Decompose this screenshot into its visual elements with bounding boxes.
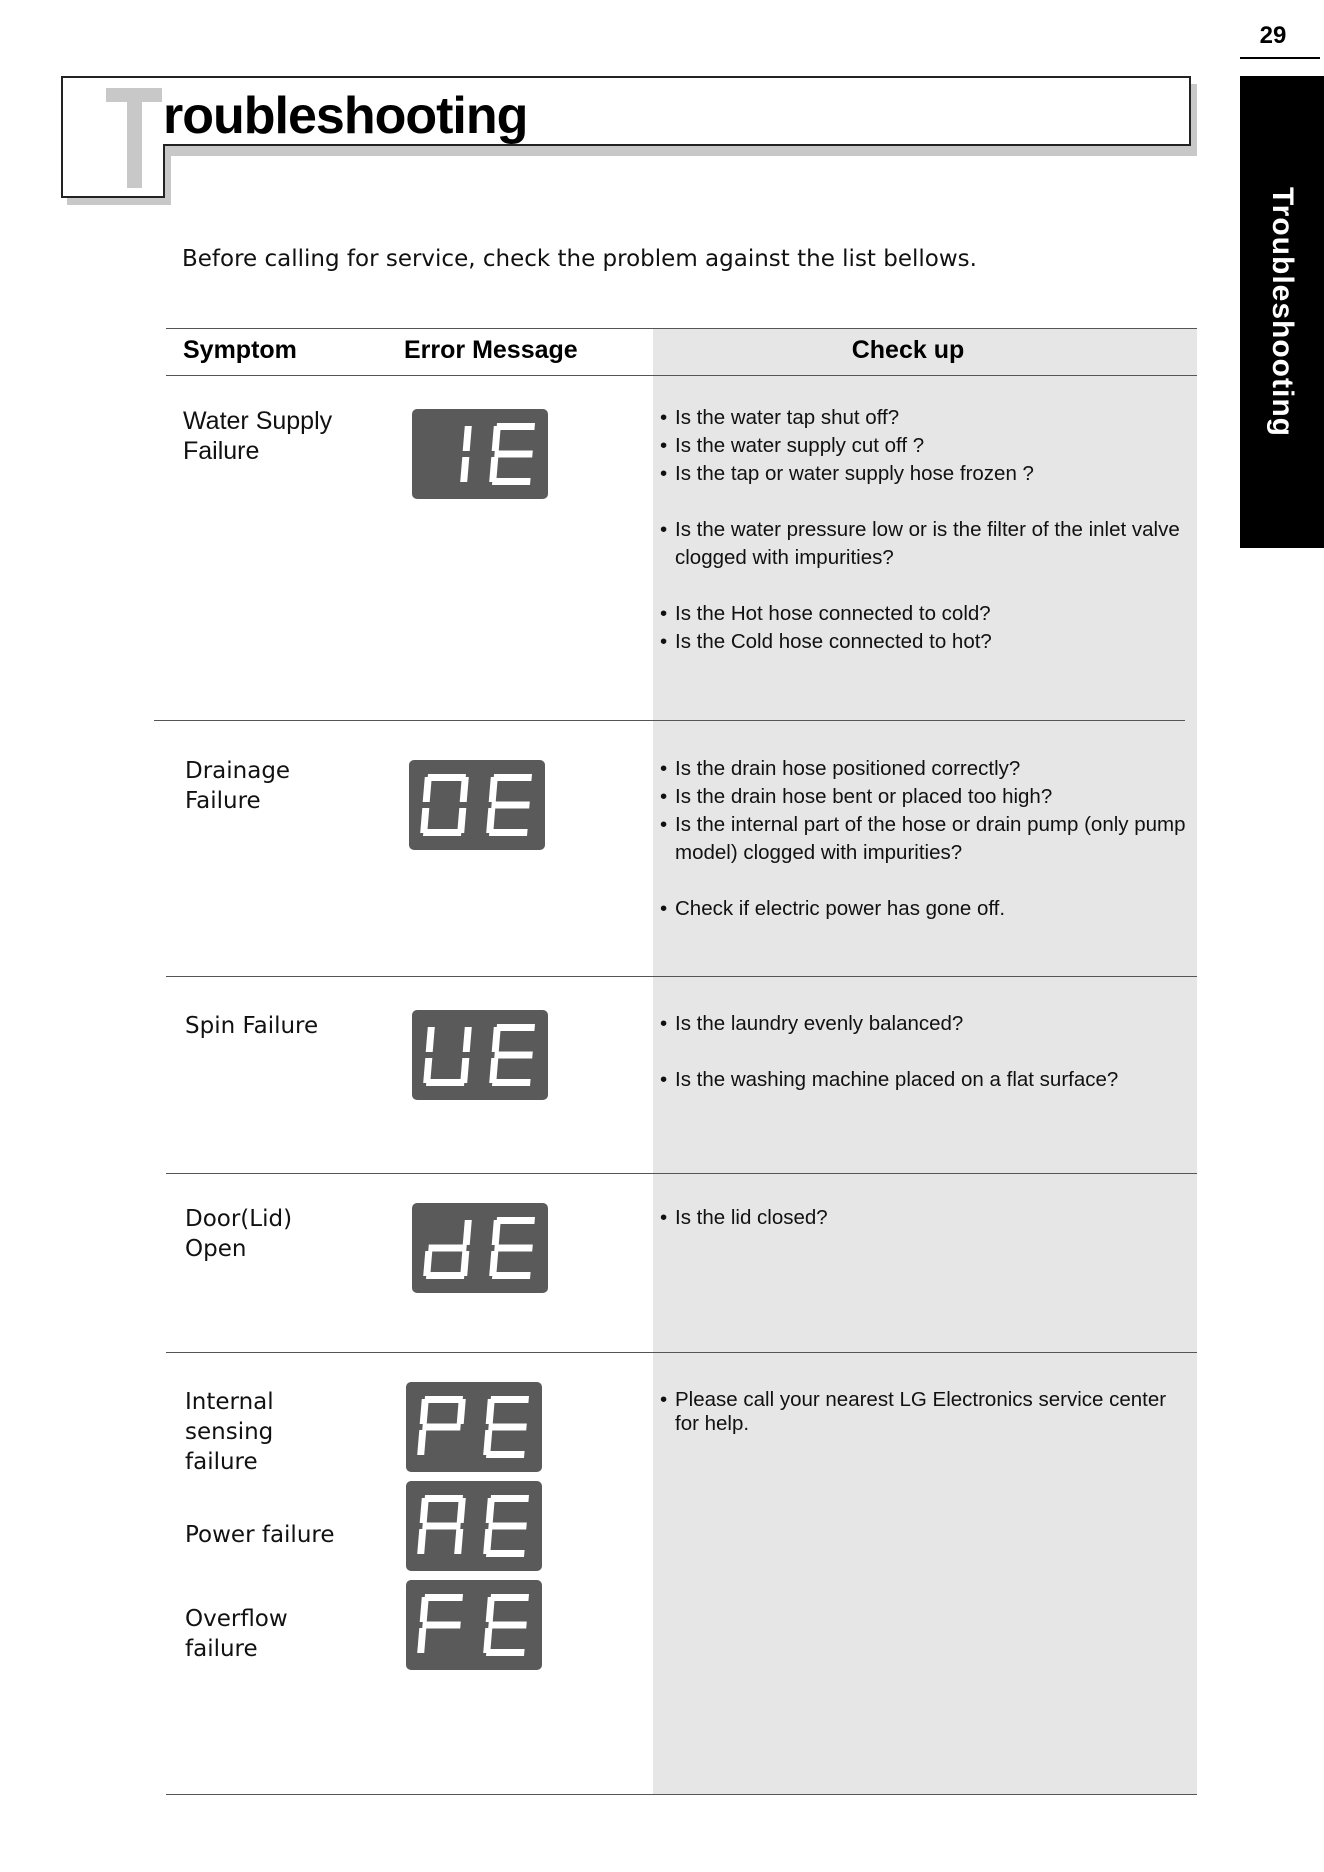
symptom-spin-failure: Spin Failure [185,1013,319,1039]
check-list [660,755,1190,923]
check-item: • Is the water tap shut off? [660,404,1190,432]
lcd-segment [420,1597,429,1622]
lcd-segment [426,1272,465,1279]
table-bottom-rule [166,1794,1197,1795]
lcd-segment [454,1529,463,1554]
symptom-internal-sensing-failure: Internal sensing failure [185,1389,274,1475]
lcd-segment [420,1399,429,1424]
check-item: • Is the Cold hose connected to hot? [660,628,1190,656]
check-item: • Is the washing machine placed on a flat surface? [660,1066,1190,1094]
symptom-door-open: Door(Lid) Open [185,1206,293,1262]
lcd-segment [422,1622,461,1629]
lcd-segment [426,1079,465,1086]
header-bottom-rule [166,375,1197,376]
lcd-segment [422,1523,461,1530]
check-list [660,1204,1190,1232]
lcd-segment [486,1649,525,1656]
lcd-segment [460,457,469,482]
lcd-segment [489,829,528,836]
check-item: • Is the drain hose bent or placed too high? [660,783,1190,811]
lcd-segment [422,1424,461,1431]
page-title: roubleshooting [163,87,528,145]
lcd-segment [496,1217,535,1224]
lcd-segment [492,478,531,485]
lcd-digit [489,423,535,485]
lcd-segment [486,1451,525,1458]
lcd-segment [417,1430,426,1455]
lcd-segment [492,426,501,451]
check-list [660,1388,1190,1436]
symptom-drainage-failure: Drainage Failure [185,758,291,814]
header-check-up: Check up [851,336,965,364]
lcd-segment [486,1550,525,1557]
error-code-display [412,409,548,499]
error-code-display [412,1203,548,1293]
lcd-segment [486,1498,495,1523]
symptom-water-supply-failure: Water Supply Failure [183,407,333,465]
error-code-display [412,1010,548,1100]
lcd-digit [486,774,532,836]
lcd-segment [427,774,466,781]
lcd-segment [491,802,530,809]
lcd-segment [492,1220,501,1245]
lcd-segment [420,1498,429,1523]
error-code-OE [409,760,545,850]
check-item: • Is the water pressure low or is the filter of the inlet valve clogged with impurities? [660,516,1190,572]
lcd-segment [424,1594,463,1601]
intro-text: Before calling for service, check the problem against the list bellows. [182,246,977,272]
title-initial-letter [100,72,170,192]
lcd-digit [417,1495,466,1554]
page-number: 29 [1259,22,1287,49]
check-item: • Is the Hot hose connected to cold? [660,600,1190,628]
lcd-segment [490,1396,529,1403]
lcd-segment [486,1399,495,1424]
lcd-segment [488,1424,527,1431]
lcd-segment [417,1529,426,1554]
lcd-segment [463,1220,472,1245]
error-code-IE [412,409,548,499]
lcd-segment [492,1272,531,1279]
row-divider [166,1173,1197,1174]
error-code-AE [406,1481,542,1571]
lcd-segment [426,1027,435,1052]
lcd-digit [417,1594,463,1653]
lcd-digit [460,426,472,482]
lcd-segment [490,1495,529,1502]
lcd-segment [424,1495,463,1502]
check-item: • Please call your nearest LG Electronics service center for help. [660,1388,1190,1436]
lcd-digit [423,1027,472,1086]
error-code-display [406,1481,542,1571]
check-item: • Is the laundry evenly balanced? [660,1010,1190,1038]
row-divider [166,976,1197,977]
lcd-segment [496,1024,535,1031]
lcd-segment [423,777,432,802]
lcd-segment [493,774,532,781]
lcd-segment [486,1597,495,1622]
row-divider [166,1352,1197,1353]
lcd-segment [492,1079,531,1086]
error-code-UE [412,1010,548,1100]
lcd-digit [420,774,469,836]
lcd-segment [489,777,498,802]
lcd-segment [423,829,462,836]
header-error-message: Error Message [404,336,578,364]
lcd-segment [463,426,472,451]
lcd-segment [496,423,535,430]
lcd-digit [489,1024,535,1086]
side-tab-label: Troubleshooting [1266,187,1299,437]
lcd-segment [494,451,533,458]
lcd-segment [417,1628,426,1653]
lcd-segment [488,1622,527,1629]
lcd-digit [417,1396,466,1455]
check-item: • Is the tap or water supply hose frozen ? [660,460,1190,488]
lcd-segment [490,1594,529,1601]
lcd-digit [483,1495,529,1557]
lcd-digit [483,1396,529,1458]
lcd-segment [428,1245,467,1252]
error-code-display [409,760,545,850]
lcd-segment [463,1027,472,1052]
lcd-segment [494,1245,533,1252]
row-divider [154,720,1185,721]
error-code-dE [412,1203,548,1293]
error-code-display [406,1580,542,1670]
lcd-segment [488,1523,527,1530]
lcd-digit [423,1220,472,1279]
check-item: • Is the water supply cut off ? [660,432,1190,460]
lcd-digit [489,1217,535,1279]
table-top-rule [166,328,1197,329]
header-symptom: Symptom [183,336,297,364]
check-item: • Is the internal part of the hose or drain pump (only pump model) clogged with impurities? [660,811,1190,867]
page-number-rule [1240,57,1320,59]
check-list [660,404,1190,656]
check-list [660,1010,1190,1094]
check-item: • Is the lid closed? [660,1204,1190,1232]
error-code-PE [406,1382,542,1472]
check-item: • Is the drain hose positioned correctly? [660,755,1190,783]
symptom-power-failure: Power failure [185,1522,335,1548]
lcd-segment [494,1052,533,1059]
error-code-display [406,1382,542,1472]
check-item: • Check if electric power has gone off. [660,895,1190,923]
lcd-digit [483,1594,529,1656]
error-code-FE [406,1580,542,1670]
lcd-segment [424,1396,463,1403]
symptom-overflow-failure: Overflow failure [185,1606,288,1662]
lcd-segment [492,1027,501,1052]
